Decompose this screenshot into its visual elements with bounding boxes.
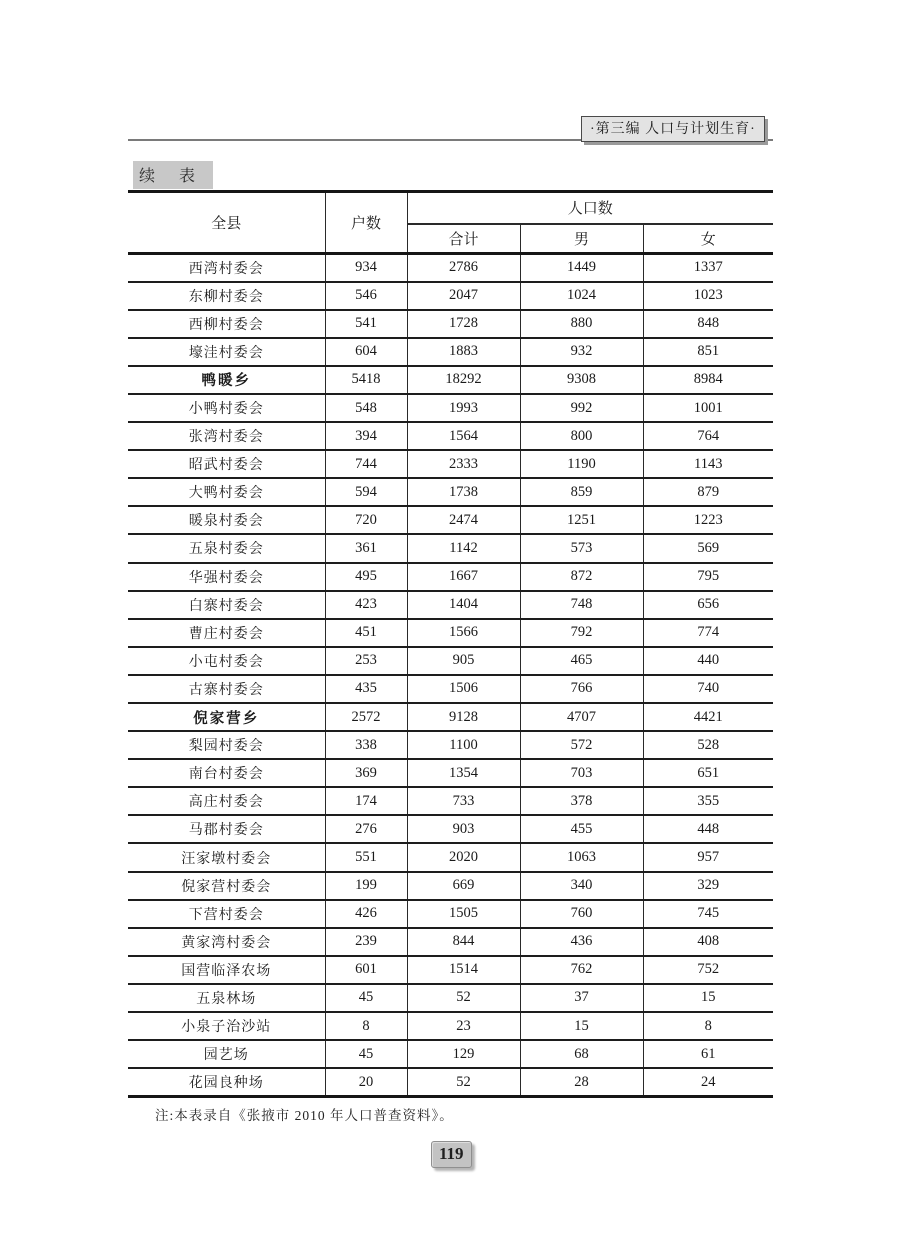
population-female-cell: 1337 [643,254,773,282]
population-total-cell: 903 [407,815,520,843]
population-male-cell: 340 [520,872,643,900]
population-total-cell: 2020 [407,843,520,871]
population-female-cell: 774 [643,619,773,647]
population-female-cell: 745 [643,900,773,928]
region-name-cell: 西柳村委会 [188,317,264,333]
households-cell: 548 [325,394,407,422]
table-row [128,591,773,619]
population-female-cell: 528 [643,731,773,759]
region-name-cell: 汪家墩村委会 [181,851,272,867]
table-row [128,731,773,759]
households-cell: 2572 [325,703,407,731]
households-cell: 8 [325,1012,407,1040]
households-cell: 426 [325,900,407,928]
region-name-cell: 花园良种场 [188,1076,264,1092]
table-row [128,872,773,900]
region-name-cell: 壕洼村委会 [188,345,264,361]
population-total-cell: 2474 [407,506,520,534]
population-male-cell: 9308 [520,366,643,394]
region-name-cell: 东柳村委会 [188,289,264,305]
table-row [128,619,773,647]
households-cell: 45 [325,1040,407,1068]
households-cell: 594 [325,478,407,506]
households-cell: 423 [325,591,407,619]
households-cell: 551 [325,843,407,871]
table-row [128,647,773,675]
population-total-cell: 1883 [407,338,520,366]
population-total-cell: 1738 [407,478,520,506]
population-female-cell: 740 [643,675,773,703]
population-female-cell: 848 [643,310,773,338]
population-female-cell: 1001 [643,394,773,422]
table-row [128,394,773,422]
table-row [128,759,773,787]
running-head-badge: ·第三编 人口与计划生育· [581,116,765,142]
table-source-footnote: 注:本表录自《张掖市 2010 年人口普查资料》。 [155,1108,454,1123]
table-row [128,422,773,450]
households-cell: 541 [325,310,407,338]
table-row [128,956,773,984]
households-cell: 369 [325,759,407,787]
population-male-cell: 455 [520,815,643,843]
population-total-cell: 669 [407,872,520,900]
table-row [128,534,773,562]
table-row [128,254,773,282]
population-female-cell: 764 [643,422,773,450]
population-male-cell: 880 [520,310,643,338]
region-name-cell: 梨园村委会 [188,739,264,755]
population-male-cell: 37 [520,984,643,1012]
header-region: 全县 [211,216,242,232]
region-name-cell: 华强村委会 [188,570,264,586]
region-name-cell: 暖泉村委会 [188,514,264,530]
population-female-cell: 752 [643,956,773,984]
region-name-cell: 园艺场 [203,1048,249,1064]
population-male-cell: 1251 [520,506,643,534]
region-name-cell: 五泉村委会 [188,542,264,558]
header-female: 女 [643,224,773,254]
population-female-cell: 440 [643,647,773,675]
population-female-cell: 8984 [643,366,773,394]
table-row [128,310,773,338]
population-male-cell: 748 [520,591,643,619]
population-total-cell: 9128 [407,703,520,731]
population-male-cell: 859 [520,478,643,506]
population-total-cell: 844 [407,928,520,956]
region-name-cell: 大鸭村委会 [188,486,264,502]
population-male-cell: 703 [520,759,643,787]
region-name-cell: 国营临泽农场 [181,963,272,979]
region-name-cell: 曹庄村委会 [188,626,264,642]
households-cell: 394 [325,422,407,450]
population-female-cell: 1023 [643,282,773,310]
households-cell: 495 [325,563,407,591]
population-male-cell: 872 [520,563,643,591]
population-female-cell: 61 [643,1040,773,1068]
table-row [128,900,773,928]
population-female-cell: 851 [643,338,773,366]
population-female-cell: 355 [643,787,773,815]
table-row [128,815,773,843]
households-cell: 276 [325,815,407,843]
population-female-cell: 957 [643,843,773,871]
region-name-cell: 白寨村委会 [188,598,264,614]
households-cell: 744 [325,450,407,478]
households-cell: 604 [325,338,407,366]
region-name-cell: 黄家湾村委会 [181,935,272,951]
population-male-cell: 68 [520,1040,643,1068]
table-row [128,366,773,394]
population-female-cell: 569 [643,534,773,562]
census-table [128,190,773,1098]
population-male-cell: 792 [520,619,643,647]
population-female-cell: 15 [643,984,773,1012]
population-total-cell: 1993 [407,394,520,422]
households-cell: 199 [325,872,407,900]
region-name-cell: 倪家营村委会 [181,879,272,895]
table-row [128,282,773,310]
region-name-cell: 马郡村委会 [188,823,264,839]
table-row [128,984,773,1012]
population-total-cell: 2786 [407,254,520,282]
table-row [128,1012,773,1040]
population-male-cell: 932 [520,338,643,366]
region-name-cell: 西湾村委会 [188,261,264,277]
population-male-cell: 762 [520,956,643,984]
population-male-cell: 766 [520,675,643,703]
population-male-cell: 992 [520,394,643,422]
population-total-cell: 1142 [407,534,520,562]
population-total-cell: 52 [407,984,520,1012]
population-male-cell: 4707 [520,703,643,731]
population-total-cell: 129 [407,1040,520,1068]
population-female-cell: 1143 [643,450,773,478]
region-name-cell: 鸭暖乡 [201,373,251,390]
region-name-cell: 小泉子治沙站 [181,1020,272,1036]
population-female-cell: 656 [643,591,773,619]
population-total-cell: 1100 [407,731,520,759]
households-cell: 435 [325,675,407,703]
table-row [128,563,773,591]
table-header [128,192,773,254]
table-row [128,843,773,871]
population-male-cell: 800 [520,422,643,450]
header-total: 合计 [407,224,520,254]
population-total-cell: 18292 [407,366,520,394]
table-row [128,787,773,815]
population-total-cell: 1505 [407,900,520,928]
population-total-cell: 1728 [407,310,520,338]
population-total-cell: 905 [407,647,520,675]
population-male-cell: 572 [520,731,643,759]
table-row [128,675,773,703]
table-row [128,338,773,366]
region-name-cell: 小屯村委会 [188,654,264,670]
population-male-cell: 573 [520,534,643,562]
households-cell: 174 [325,787,407,815]
population-female-cell: 879 [643,478,773,506]
households-cell: 934 [325,254,407,282]
population-male-cell: 378 [520,787,643,815]
households-cell: 239 [325,928,407,956]
region-name-cell: 下营村委会 [188,907,264,923]
households-cell: 253 [325,647,407,675]
population-total-cell: 2047 [407,282,520,310]
population-male-cell: 1063 [520,843,643,871]
households-cell: 45 [325,984,407,1012]
households-cell: 338 [325,731,407,759]
population-female-cell: 448 [643,815,773,843]
population-female-cell: 329 [643,872,773,900]
region-name-cell: 倪家营乡 [193,710,260,727]
population-male-cell: 1449 [520,254,643,282]
region-name-cell: 小鸭村委会 [188,402,264,418]
population-female-cell: 651 [643,759,773,787]
table-body [128,254,773,1097]
population-male-cell: 436 [520,928,643,956]
population-total-cell: 1667 [407,563,520,591]
population-female-cell: 4421 [643,703,773,731]
population-total-cell: 2333 [407,450,520,478]
population-total-cell: 1506 [407,675,520,703]
population-total-cell: 1564 [407,422,520,450]
households-cell: 361 [325,534,407,562]
region-name-cell: 南台村委会 [188,767,264,783]
population-male-cell: 1024 [520,282,643,310]
households-cell: 5418 [325,366,407,394]
population-total-cell: 1404 [407,591,520,619]
region-name-cell: 昭武村委会 [188,458,264,474]
population-male-cell: 465 [520,647,643,675]
region-name-cell: 张湾村委会 [188,430,264,446]
table-row [128,703,773,731]
population-female-cell: 24 [643,1068,773,1096]
region-name-cell: 高庄村委会 [188,795,264,811]
population-female-cell: 408 [643,928,773,956]
table-row [128,450,773,478]
page-number: 119 [431,1141,472,1168]
header-households: 户数 [325,192,407,254]
table-row [128,1040,773,1068]
table-row [128,506,773,534]
header-population-group: 人口数 [407,192,773,224]
region-name-cell: 古寨村委会 [188,682,264,698]
households-cell: 720 [325,506,407,534]
region-name-cell: 五泉林场 [196,991,257,1007]
continued-table-label: 续 表 [133,161,213,189]
population-total-cell: 733 [407,787,520,815]
households-cell: 546 [325,282,407,310]
population-total-cell: 1354 [407,759,520,787]
population-male-cell: 1190 [520,450,643,478]
table-row [128,1068,773,1096]
population-female-cell: 795 [643,563,773,591]
header-male: 男 [520,224,643,254]
households-cell: 601 [325,956,407,984]
households-cell: 451 [325,619,407,647]
population-male-cell: 760 [520,900,643,928]
table-row [128,928,773,956]
population-total-cell: 23 [407,1012,520,1040]
table-row [128,478,773,506]
population-female-cell: 8 [643,1012,773,1040]
population-male-cell: 28 [520,1068,643,1096]
households-cell: 20 [325,1068,407,1096]
population-male-cell: 15 [520,1012,643,1040]
population-female-cell: 1223 [643,506,773,534]
population-total-cell: 1566 [407,619,520,647]
census-table-wrap [128,190,773,1098]
population-total-cell: 52 [407,1068,520,1096]
population-total-cell: 1514 [407,956,520,984]
